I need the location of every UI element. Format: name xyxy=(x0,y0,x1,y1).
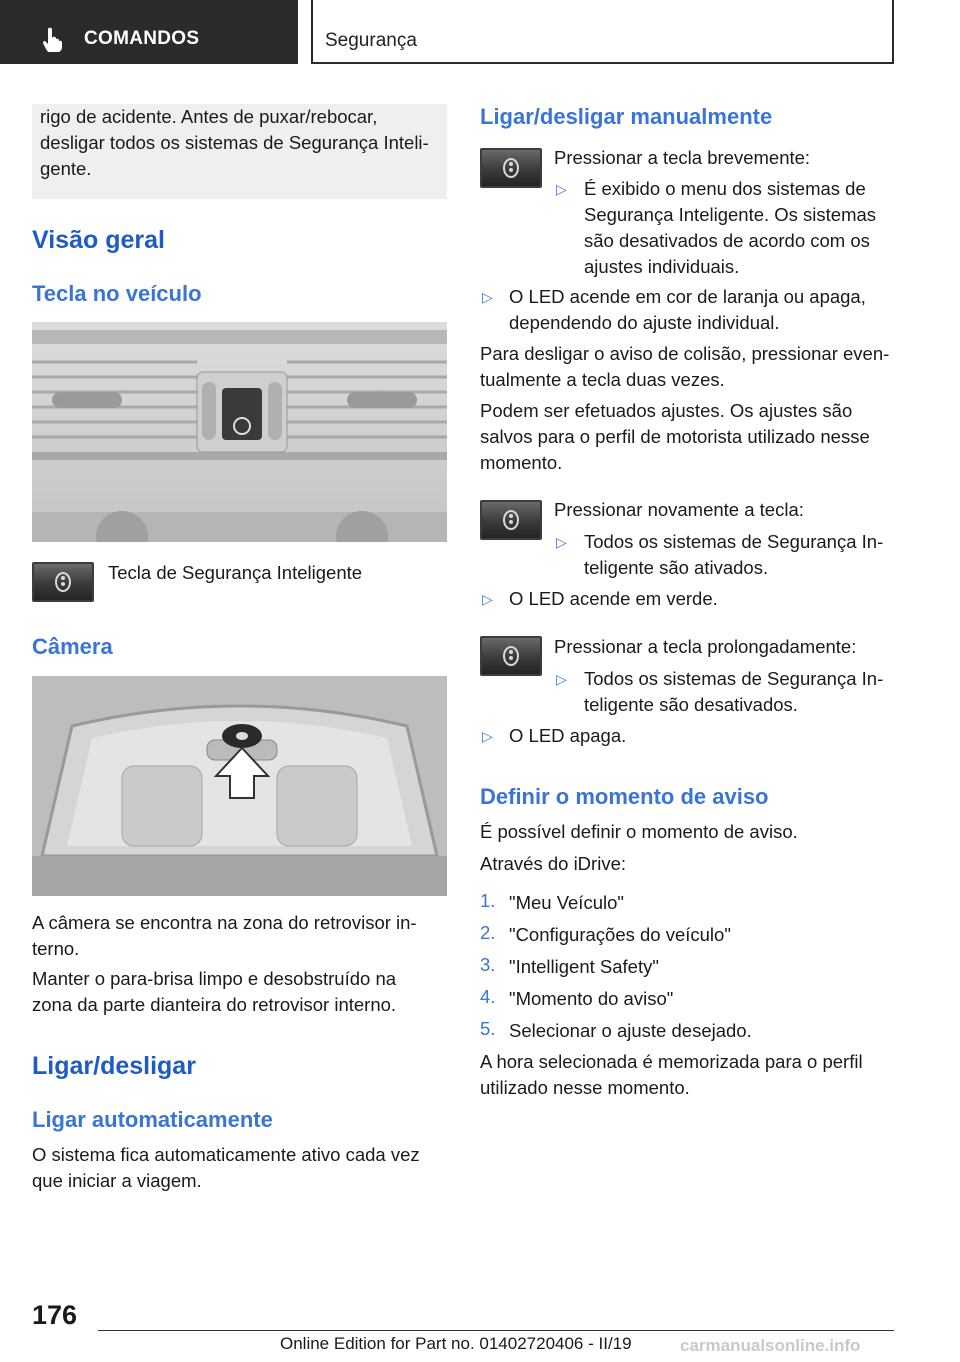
heading-overview: Visão geral xyxy=(32,226,165,254)
step-number: 1. xyxy=(480,890,496,911)
settings-text-line: momento. xyxy=(480,452,563,473)
bullet-icon: ▷ xyxy=(482,289,493,305)
step-number: 4. xyxy=(480,986,496,1007)
step-number: 5. xyxy=(480,1018,496,1039)
step-text: "Meu Veículo" xyxy=(509,892,624,913)
bullet-icon: ▷ xyxy=(556,534,567,550)
safety-button-icon xyxy=(480,636,542,676)
camera-text-line: terno. xyxy=(32,938,80,959)
button-caption: Tecla de Segurança Inteligente xyxy=(108,562,363,583)
warning-note-box xyxy=(32,104,447,199)
press-again-text: Pressionar novamente a tecla: xyxy=(554,499,804,520)
camera-text-line: Manter o para-brisa limpo e desobstruído na xyxy=(32,968,397,989)
heading-warning-timing: Definir o momento de aviso xyxy=(480,784,769,809)
watermark-text: carmanualsonline.info xyxy=(680,1336,861,1355)
step-text: "Intelligent Safety" xyxy=(509,956,659,977)
safety-button-icon xyxy=(480,148,542,188)
heading-manual-on-off: Ligar/desligar manualmente xyxy=(480,104,773,129)
chapter-header xyxy=(311,0,894,64)
bullet-icon: ▷ xyxy=(482,728,493,744)
final-text-line: utilizado nesse momento. xyxy=(480,1077,690,1098)
short-led-line: dependendo do ajuste individual. xyxy=(509,312,780,333)
auto-text-line: O sistema fica automaticamente ativo cada vez xyxy=(32,1144,420,1165)
collision-text-line: tualmente a tecla duas vezes. xyxy=(480,369,725,390)
short-led-line: O LED acende em cor de laranja ou apaga, xyxy=(509,286,866,307)
note-line: gente. xyxy=(40,158,92,179)
windshield-camera-photo xyxy=(32,676,447,896)
heading-on-off: Ligar/desligar xyxy=(32,1052,196,1080)
step-number: 3. xyxy=(480,954,496,975)
bullet-icon: ▷ xyxy=(556,181,567,197)
timing-text: É possível definir o momento de aviso. xyxy=(480,821,798,842)
step-text: Selecionar o ajuste desejado. xyxy=(509,1020,752,1041)
camera-text-line: A câmera se encontra na zona do retrovisor in- xyxy=(32,912,417,933)
footer-divider xyxy=(98,1330,894,1331)
short-sub-line: É exibido o menu dos sistemas de xyxy=(584,178,866,199)
hand-pointer-icon xyxy=(40,26,66,52)
long-sub-line: teligente são desativados. xyxy=(584,694,798,715)
step-number: 2. xyxy=(480,922,496,943)
step-text: "Momento do aviso" xyxy=(509,988,674,1009)
note-line: rigo de acidente. Antes de puxar/rebocar, xyxy=(40,106,378,127)
short-sub-line: ajustes individuais. xyxy=(584,256,740,277)
heading-camera: Câmera xyxy=(32,634,113,659)
short-sub-line: Segurança Inteligente. Os sistemas xyxy=(584,204,877,225)
press-long-text: Pressionar a tecla prolongadamente: xyxy=(554,636,857,657)
settings-text-line: Podem ser efetuados ajustes. Os ajustes são xyxy=(480,400,853,421)
heading-vehicle-button: Tecla no veículo xyxy=(32,281,202,306)
long-sub-line: Todos os sistemas de Segurança In- xyxy=(584,668,884,689)
again-sub-line: teligente são ativados. xyxy=(584,557,769,578)
collision-text-line: Para desligar o aviso de colisão, pressionar even- xyxy=(480,343,890,364)
long-led-text: O LED apaga. xyxy=(509,725,627,746)
bullet-icon: ▷ xyxy=(482,591,493,607)
safety-button-icon xyxy=(32,562,94,602)
step-text: "Configurações do veículo" xyxy=(509,924,731,945)
section-tab xyxy=(0,0,298,64)
camera-text-line: zona da parte dianteira do retrovisor interno. xyxy=(32,994,397,1015)
auto-text-line: que iniciar a viagem. xyxy=(32,1170,202,1191)
settings-text-line: salvos para o perfil de motorista utilizado nesse xyxy=(480,426,870,447)
page-number: 176 xyxy=(32,1300,78,1330)
bullet-icon: ▷ xyxy=(556,671,567,687)
short-sub-line: são desativados de acordo com os xyxy=(584,230,870,251)
safety-button-icon xyxy=(480,500,542,540)
note-line: desligar todos os sistemas de Segurança Inteli- xyxy=(40,132,429,153)
again-led-text: O LED acende em verde. xyxy=(509,588,718,609)
again-sub-line: Todos os sistemas de Segurança In- xyxy=(584,531,884,552)
dashboard-button-photo xyxy=(32,322,447,542)
edition-text: Online Edition for Part no. 01402720406 - II/19 xyxy=(280,1334,632,1353)
final-text-line: A hora selecionada é memorizada para o perfil xyxy=(480,1051,863,1072)
chapter-label: Segurança xyxy=(325,30,417,51)
heading-auto-on: Ligar automaticamente xyxy=(32,1107,273,1132)
section-label: COMANDOS xyxy=(84,28,200,49)
via-idrive-text: Através do iDrive: xyxy=(480,853,626,874)
press-short-text: Pressionar a tecla brevemente: xyxy=(554,147,811,168)
